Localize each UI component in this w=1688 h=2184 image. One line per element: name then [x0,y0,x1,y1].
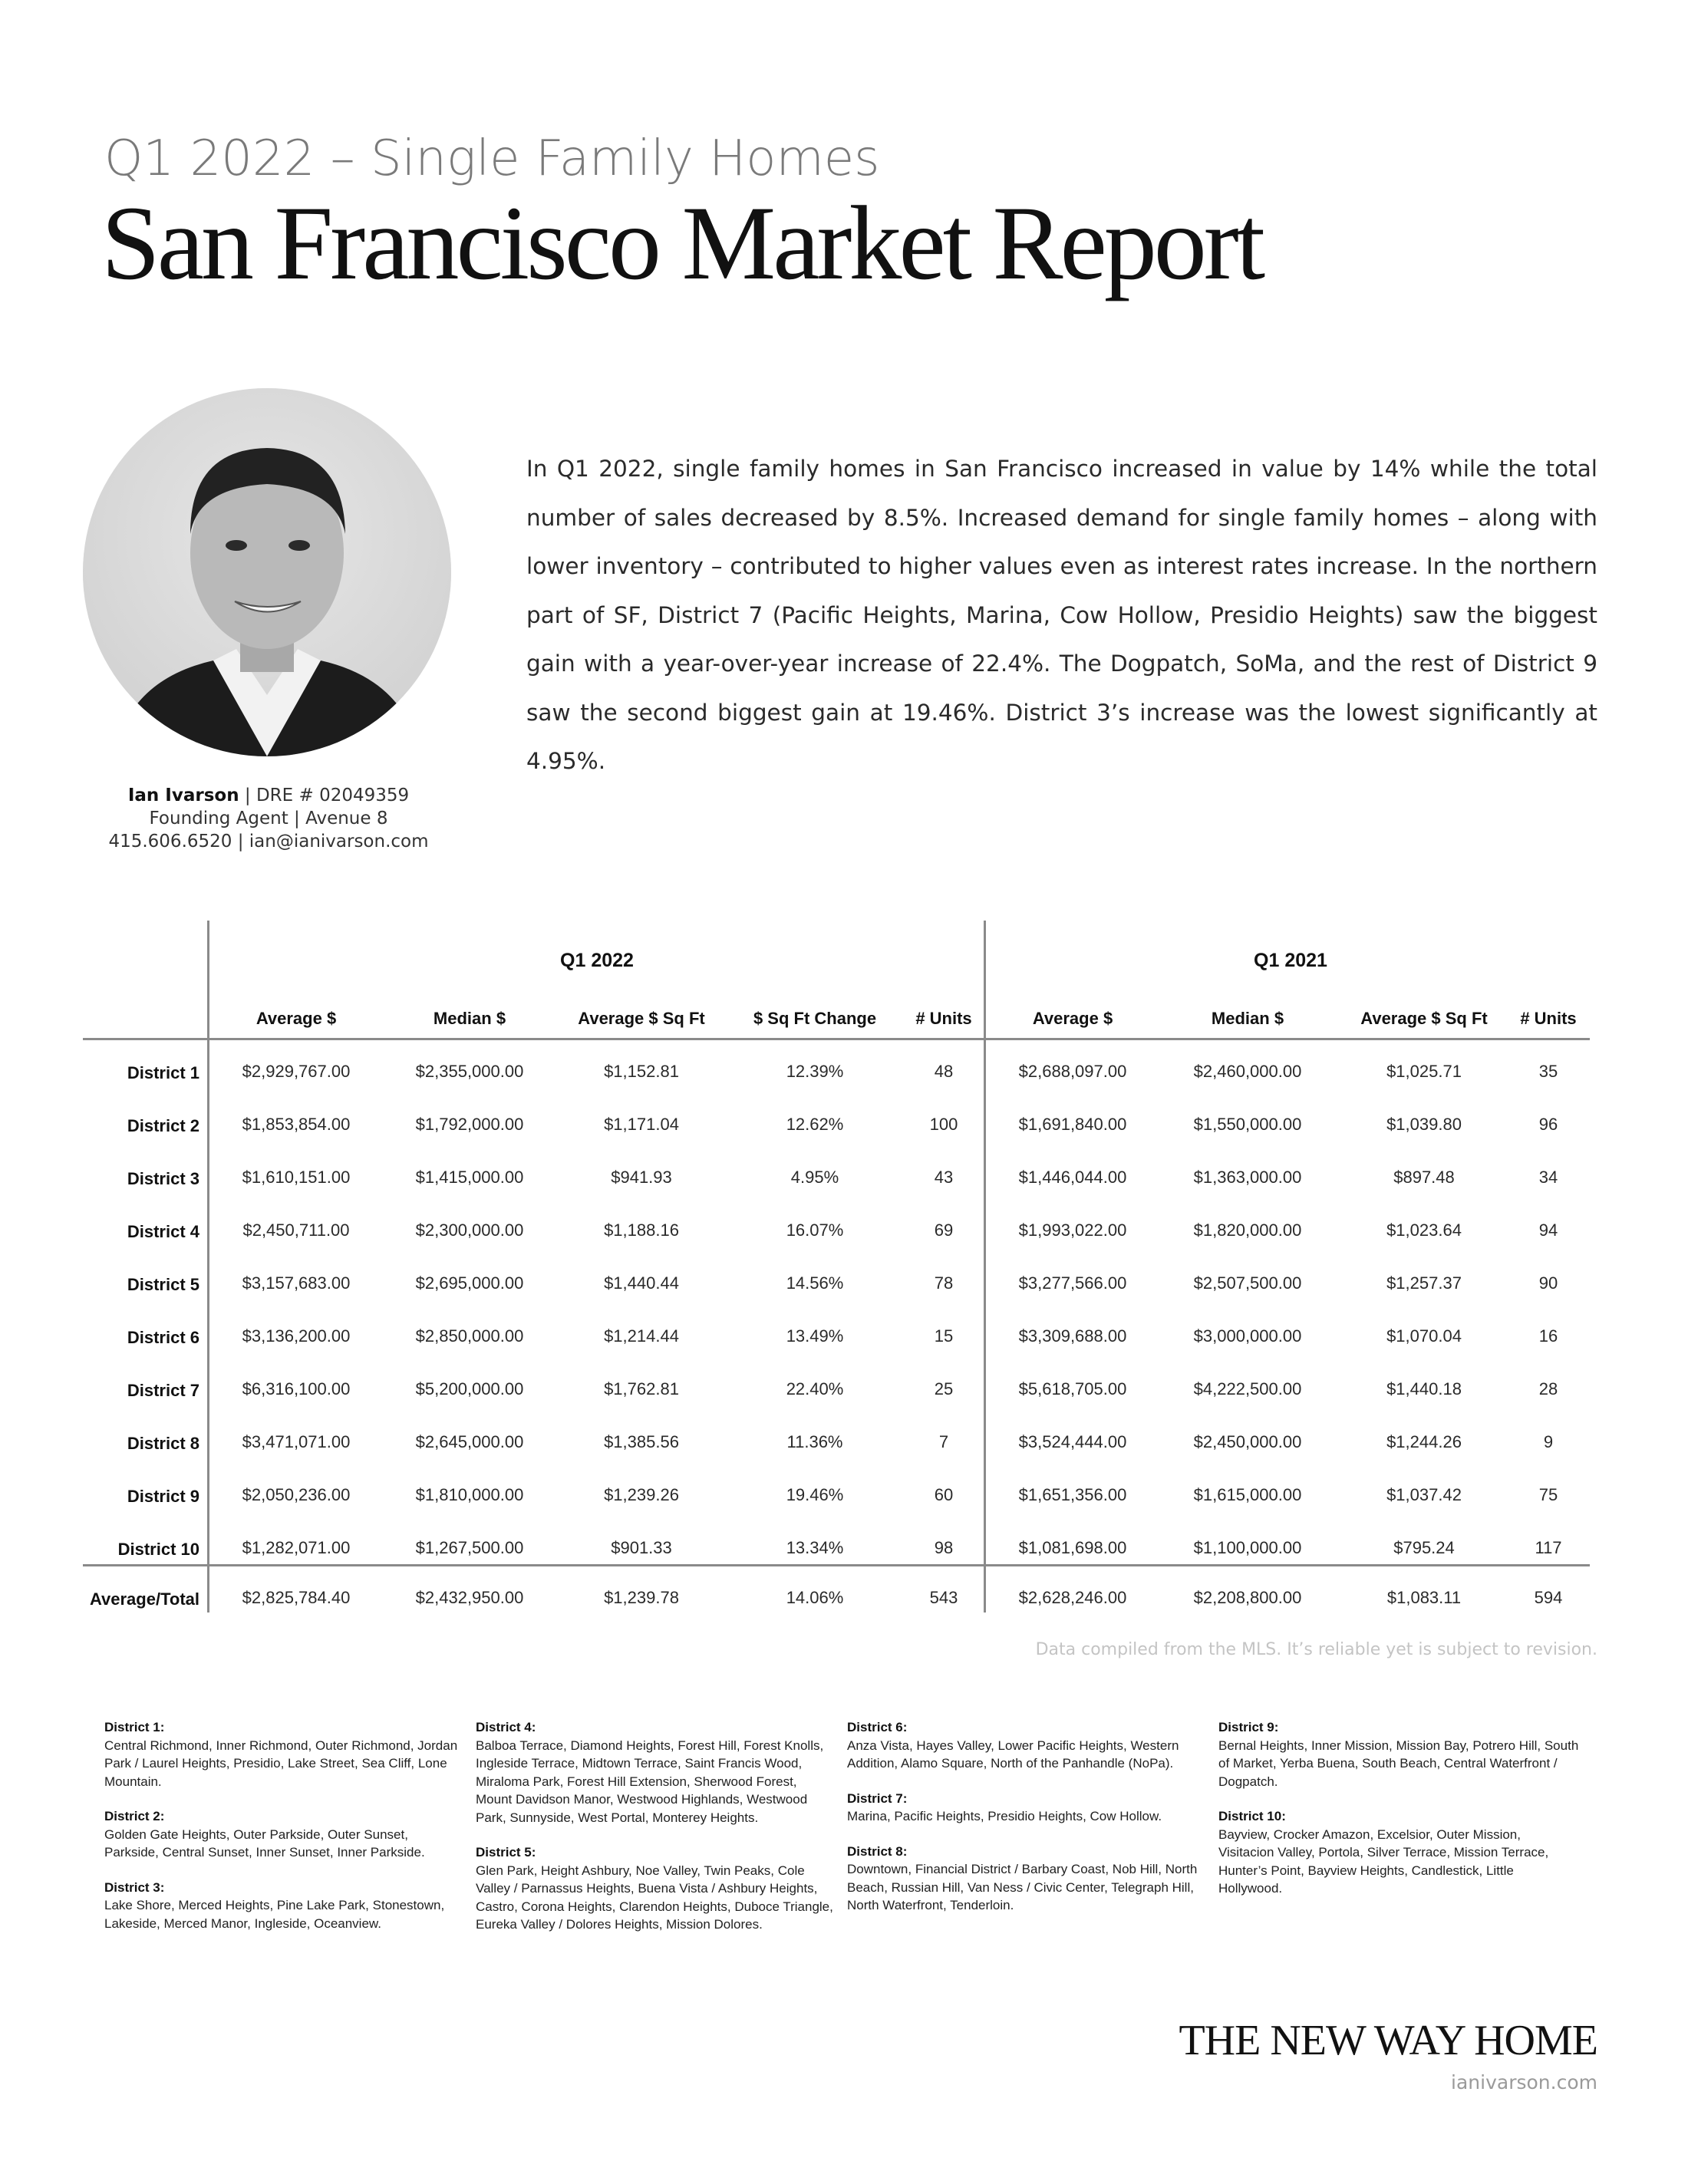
table-cell: $1,214.44 [604,1326,679,1346]
district-definition [104,1718,465,1790]
total-cell: 14.06% [786,1588,844,1607]
table-cell: $1,257.37 [1386,1273,1462,1293]
column-header: $ Sq Ft Change [753,1009,877,1028]
market-data-table [0,921,1688,1649]
table-cell: $2,688,097.00 [1018,1062,1127,1081]
district-neighborhoods: Central Richmond, Inner Richmond, Outer Richmond, Jordan Park / Laurel Heights, Presidio, Lake Street, Sea Cliff, Lone Mountain. [104,1738,458,1789]
table-cell: 16 [1538,1326,1558,1346]
total-cell: $2,432,950.00 [415,1588,524,1607]
agent-role: Founding Agent | Avenue 8 [149,809,388,828]
table-cell: 78 [934,1273,954,1293]
table-cell: 13.34% [786,1538,844,1557]
column-header: # Units [915,1009,972,1028]
column-header: Median $ [1211,1009,1284,1028]
district-definition [476,1843,836,1934]
table-total-rule [83,1564,1590,1566]
table-cell: $1,081,698.00 [1018,1538,1127,1557]
district-neighborhoods: Bernal Heights, Inner Mission, Mission Bay, Potrero Hill, South of Market, Yerba Buena, South Beach, Central Waterfront / Dogpatch. [1218,1738,1579,1789]
agent-info [77,784,460,853]
district-row-label: District 1 [127,1063,199,1082]
district-definition [1218,1718,1579,1790]
district-row-label: District 4 [127,1222,199,1241]
table-cell: $2,460,000.00 [1193,1062,1302,1081]
district-name: District 8: [847,1843,908,1859]
total-cell: $2,628,246.00 [1018,1588,1127,1607]
district-name: District 6: [847,1720,908,1734]
table-cell: $941.93 [611,1168,672,1187]
district-row-label: District 5 [127,1275,199,1294]
table-cell: $2,850,000.00 [415,1326,524,1346]
table-cell: $1,615,000.00 [1193,1485,1302,1504]
district-row-label: District 2 [127,1116,199,1135]
table-cell: 98 [934,1538,954,1557]
table-cell: $1,363,000.00 [1193,1168,1302,1187]
district-name: District 9: [1218,1720,1279,1734]
table-cell: 15 [934,1326,954,1346]
district-name: District 5: [476,1845,536,1860]
district-definition [1218,1807,1579,1898]
table-cell: $1,239.26 [604,1485,679,1504]
column-header: Average $ [256,1009,337,1028]
table-cell: 69 [934,1220,954,1240]
table-cell: $1,244.26 [1386,1432,1462,1451]
district-neighborhoods: Downtown, Financial District / Barbary Coast, Nob Hill, North Beach, Russian Hill, Van Ness / Civic Center, Telegraph Hill, North Waterfront, Tenderloin. [847,1862,1198,1912]
table-cell: $2,355,000.00 [415,1062,524,1081]
table-cell: 75 [1538,1485,1558,1504]
column-header: Average $ Sq Ft [1360,1009,1488,1028]
table-cell: $2,695,000.00 [415,1273,524,1293]
table-cell: 28 [1538,1379,1558,1398]
table-cell: 22.40% [786,1379,844,1398]
total-cell: $1,083.11 [1386,1588,1462,1607]
table-cell: 34 [1538,1168,1558,1187]
table-cell: $2,929,767.00 [242,1062,351,1081]
district-neighborhoods: Golden Gate Heights, Outer Parkside, Outer Sunset, Parkside, Central Sunset, Inner Sunset, Inner Parkside. [104,1827,425,1860]
total-cell: $1,239.78 [604,1588,679,1607]
district-neighborhoods: Marina, Pacific Heights, Presidio Heights, Cow Hollow. [847,1809,1162,1823]
table-cell: 100 [929,1115,958,1134]
table-cell: $901.33 [611,1538,672,1557]
total-cell: 594 [1534,1588,1563,1607]
table-cell: $1,550,000.00 [1193,1115,1302,1134]
district-definition [847,1843,1208,1915]
table-divider-left [207,921,209,1612]
table-cell: 35 [1538,1062,1558,1081]
table-cell: $1,762.81 [604,1379,679,1398]
table-cell: 96 [1538,1115,1558,1134]
table-cell: $1,651,356.00 [1018,1485,1127,1504]
legend-column [476,1718,836,1951]
table-cell: 9 [1543,1432,1554,1451]
table-header-rule [83,1038,1590,1040]
table-cell: $1,037.42 [1386,1485,1462,1504]
district-name: District 2: [104,1809,165,1823]
column-header: # Units [1520,1009,1577,1028]
district-row-label: District 9 [127,1487,199,1506]
table-cell: $1,267,500.00 [415,1538,524,1557]
table-cell: $2,450,711.00 [242,1220,350,1240]
column-header: Average $ [1032,1009,1113,1028]
district-name: District 7: [847,1790,908,1806]
table-cell: $1,820,000.00 [1193,1220,1302,1240]
legend-column [847,1718,1208,1932]
table-cell: 117 [1535,1538,1562,1557]
table-cell: 16.07% [786,1220,844,1240]
district-neighborhoods: Anza Vista, Hayes Valley, Lower Pacific Heights, Western Addition, Alamo Square, North of the Panhandle (NoPa). [847,1738,1179,1771]
table-cell: $1,025.71 [1386,1062,1462,1081]
district-neighborhoods: Lake Shore, Merced Heights, Pine Lake Park, Stonestown, Lakeside, Merced Manor, Ingleside, Oceanview. [104,1898,445,1931]
table-cell: 12.62% [786,1115,844,1134]
agent-photo-illustration [83,388,451,756]
district-neighborhoods: Glen Park, Height Ashbury, Noe Valley, Twin Peaks, Cole Valley / Parnassus Heights, Buena Vista / Ashbury Heights, Castro, Corona Heights, Clarendon Heights, Duboce Triangle, Eureka Valley / Dolores Heights, Mission Dolores. [476,1863,833,1932]
table-cell: $3,136,200.00 [242,1326,351,1346]
table-cell: $1,385.56 [604,1432,679,1451]
agent-name-line [77,784,460,807]
district-row-label: District 8 [127,1434,199,1453]
table-cell: $1,446,044.00 [1018,1168,1127,1187]
district-definition [847,1718,1208,1773]
table-cell: 43 [934,1168,954,1187]
district-name: District 1: [104,1720,165,1734]
table-cell: $3,309,688.00 [1018,1326,1127,1346]
table-cell: $1,070.04 [1386,1326,1462,1346]
column-header: Average $ Sq Ft [578,1009,705,1028]
table-cell: $2,050,236.00 [242,1485,351,1504]
table-cell: $1,853,854.00 [242,1115,351,1134]
table-cell: $1,023.64 [1386,1220,1462,1240]
table-cell: $1,282,071.00 [242,1538,351,1557]
table-cell: $3,524,444.00 [1018,1432,1127,1451]
table-cell: 4.95% [790,1168,839,1187]
district-row-label: District 3 [127,1169,199,1188]
table-cell: 60 [934,1485,954,1504]
column-header: Median $ [433,1009,506,1028]
table-cell: $897.48 [1393,1168,1455,1187]
group-header-q1-2022: Q1 2022 [560,950,634,971]
total-cell: $2,825,784.40 [242,1588,351,1607]
table-cell: 94 [1538,1220,1558,1240]
table-cell: $3,157,683.00 [242,1273,351,1293]
district-row-label: District 6 [127,1328,199,1347]
data-source-note: Data compiled from the MLS. It’s reliable yet is subject to revision. [1035,1640,1597,1659]
group-header-q1-2021: Q1 2021 [1254,950,1327,971]
district-name: District 3: [104,1879,165,1895]
table-cell: $2,300,000.00 [415,1220,524,1240]
legend-column [1218,1718,1579,1915]
table-cell: $1,691,840.00 [1018,1115,1127,1134]
table-cell: $5,618,705.00 [1018,1379,1127,1398]
brand-wordmark: THE NEW WAY HOME [1179,2017,1597,2064]
table-cell: $1,152.81 [604,1062,679,1081]
table-cell: 7 [938,1432,949,1451]
table-cell: $1,792,000.00 [415,1115,524,1134]
table-divider-middle [984,921,986,1612]
district-name: District 4: [476,1720,536,1734]
district-name: District 10: [1218,1809,1286,1823]
district-definition [476,1718,836,1827]
table-cell: $1,993,022.00 [1018,1220,1127,1240]
total-row-label: Average/Total [89,1589,199,1609]
table-cell: $5,200,000.00 [415,1379,524,1398]
table-cell: 19.46% [786,1485,844,1504]
table-cell: $1,039.80 [1386,1115,1462,1134]
website-link[interactable]: ianivarson.com [1451,2071,1597,2093]
district-neighborhoods: Bayview, Crocker Amazon, Excelsior, Outer Mission, Visitacion Valley, Portola, Silver Terrace, Mission Terrace, Hunter’s Point, Bayview Heights, Candlestick, Little Hollywood. [1218,1827,1549,1896]
agent-photo [83,388,451,756]
table-cell: $2,507,500.00 [1193,1273,1302,1293]
report-title: San Francisco Market Report [101,184,1263,301]
table-cell: $1,100,000.00 [1193,1538,1302,1557]
total-cell: $2,208,800.00 [1193,1588,1302,1607]
agent-dre: | DRE # 02049359 [239,786,410,805]
table-cell: $795.24 [1393,1538,1455,1557]
district-neighborhoods: Balboa Terrace, Diamond Heights, Forest Hill, Forest Knolls, Ingleside Terrace, Midtown Terrace, Saint Francis Wood, Miraloma Park, Forest Hill Extension, Sherwood Forest, Mount Davidson Manor, Westwood Highlands, Westwood Park, Sunnyside, West Portal, Monterey Heights. [476,1738,824,1825]
district-definition [104,1879,465,1933]
table-cell: $6,316,100.00 [242,1379,351,1398]
table-cell: $2,450,000.00 [1193,1432,1302,1451]
agent-name: Ian Ivarson [127,786,239,805]
table-cell: $4,222,500.00 [1193,1379,1302,1398]
report-subtitle: Q1 2022 – Single Family Homes [104,130,880,187]
table-cell: 48 [934,1062,954,1081]
table-cell: $3,471,071.00 [242,1432,351,1451]
table-cell: 11.36% [786,1432,843,1451]
table-cell: 90 [1538,1273,1558,1293]
district-row-label: District 10 [117,1540,199,1559]
total-cell: 543 [929,1588,958,1607]
table-cell: $1,440.18 [1386,1379,1462,1398]
table-cell: 25 [934,1379,954,1398]
table-cell: 14.56% [786,1273,844,1293]
table-cell: 13.49% [786,1326,844,1346]
table-cell: $1,810,000.00 [415,1485,524,1504]
table-cell: $1,188.16 [604,1220,679,1240]
table-cell: $1,610,151.00 [242,1168,351,1187]
market-summary-paragraph: In Q1 2022, single family homes in San Francisco increased in value by 14% while the total number of sales decreased by 8.5%. Increased demand for single family homes – along with lower inventory – contributed to higher values even as interest rates increase. In the northern part of SF, District 7 (Pacific Heights, Marina, Cow Hollow, Presidio Heights) saw the biggest gain with a year-over-year increase of 22.4%. The Dogpatch, SoMa, and the rest of District 9 saw the second biggest gain at 19.46%. District 3’s increase was the lowest significantly at 4.95%. [526,456,1597,774]
table-cell: $1,415,000.00 [415,1168,524,1187]
table-cell: $3,000,000.00 [1193,1326,1302,1346]
table-cell: $2,645,000.00 [415,1432,524,1451]
district-definition [104,1807,465,1862]
table-cell: $1,171.04 [604,1115,679,1134]
table-cell: $1,440.44 [604,1273,679,1293]
agent-contact: 415.606.6520 | ian@ianivarson.com [108,832,429,852]
district-row-label: District 7 [127,1381,199,1400]
table-cell: $3,277,566.00 [1018,1273,1127,1293]
table-cell: 12.39% [786,1062,844,1081]
district-definition [847,1790,1208,1826]
legend-column [104,1718,465,1949]
